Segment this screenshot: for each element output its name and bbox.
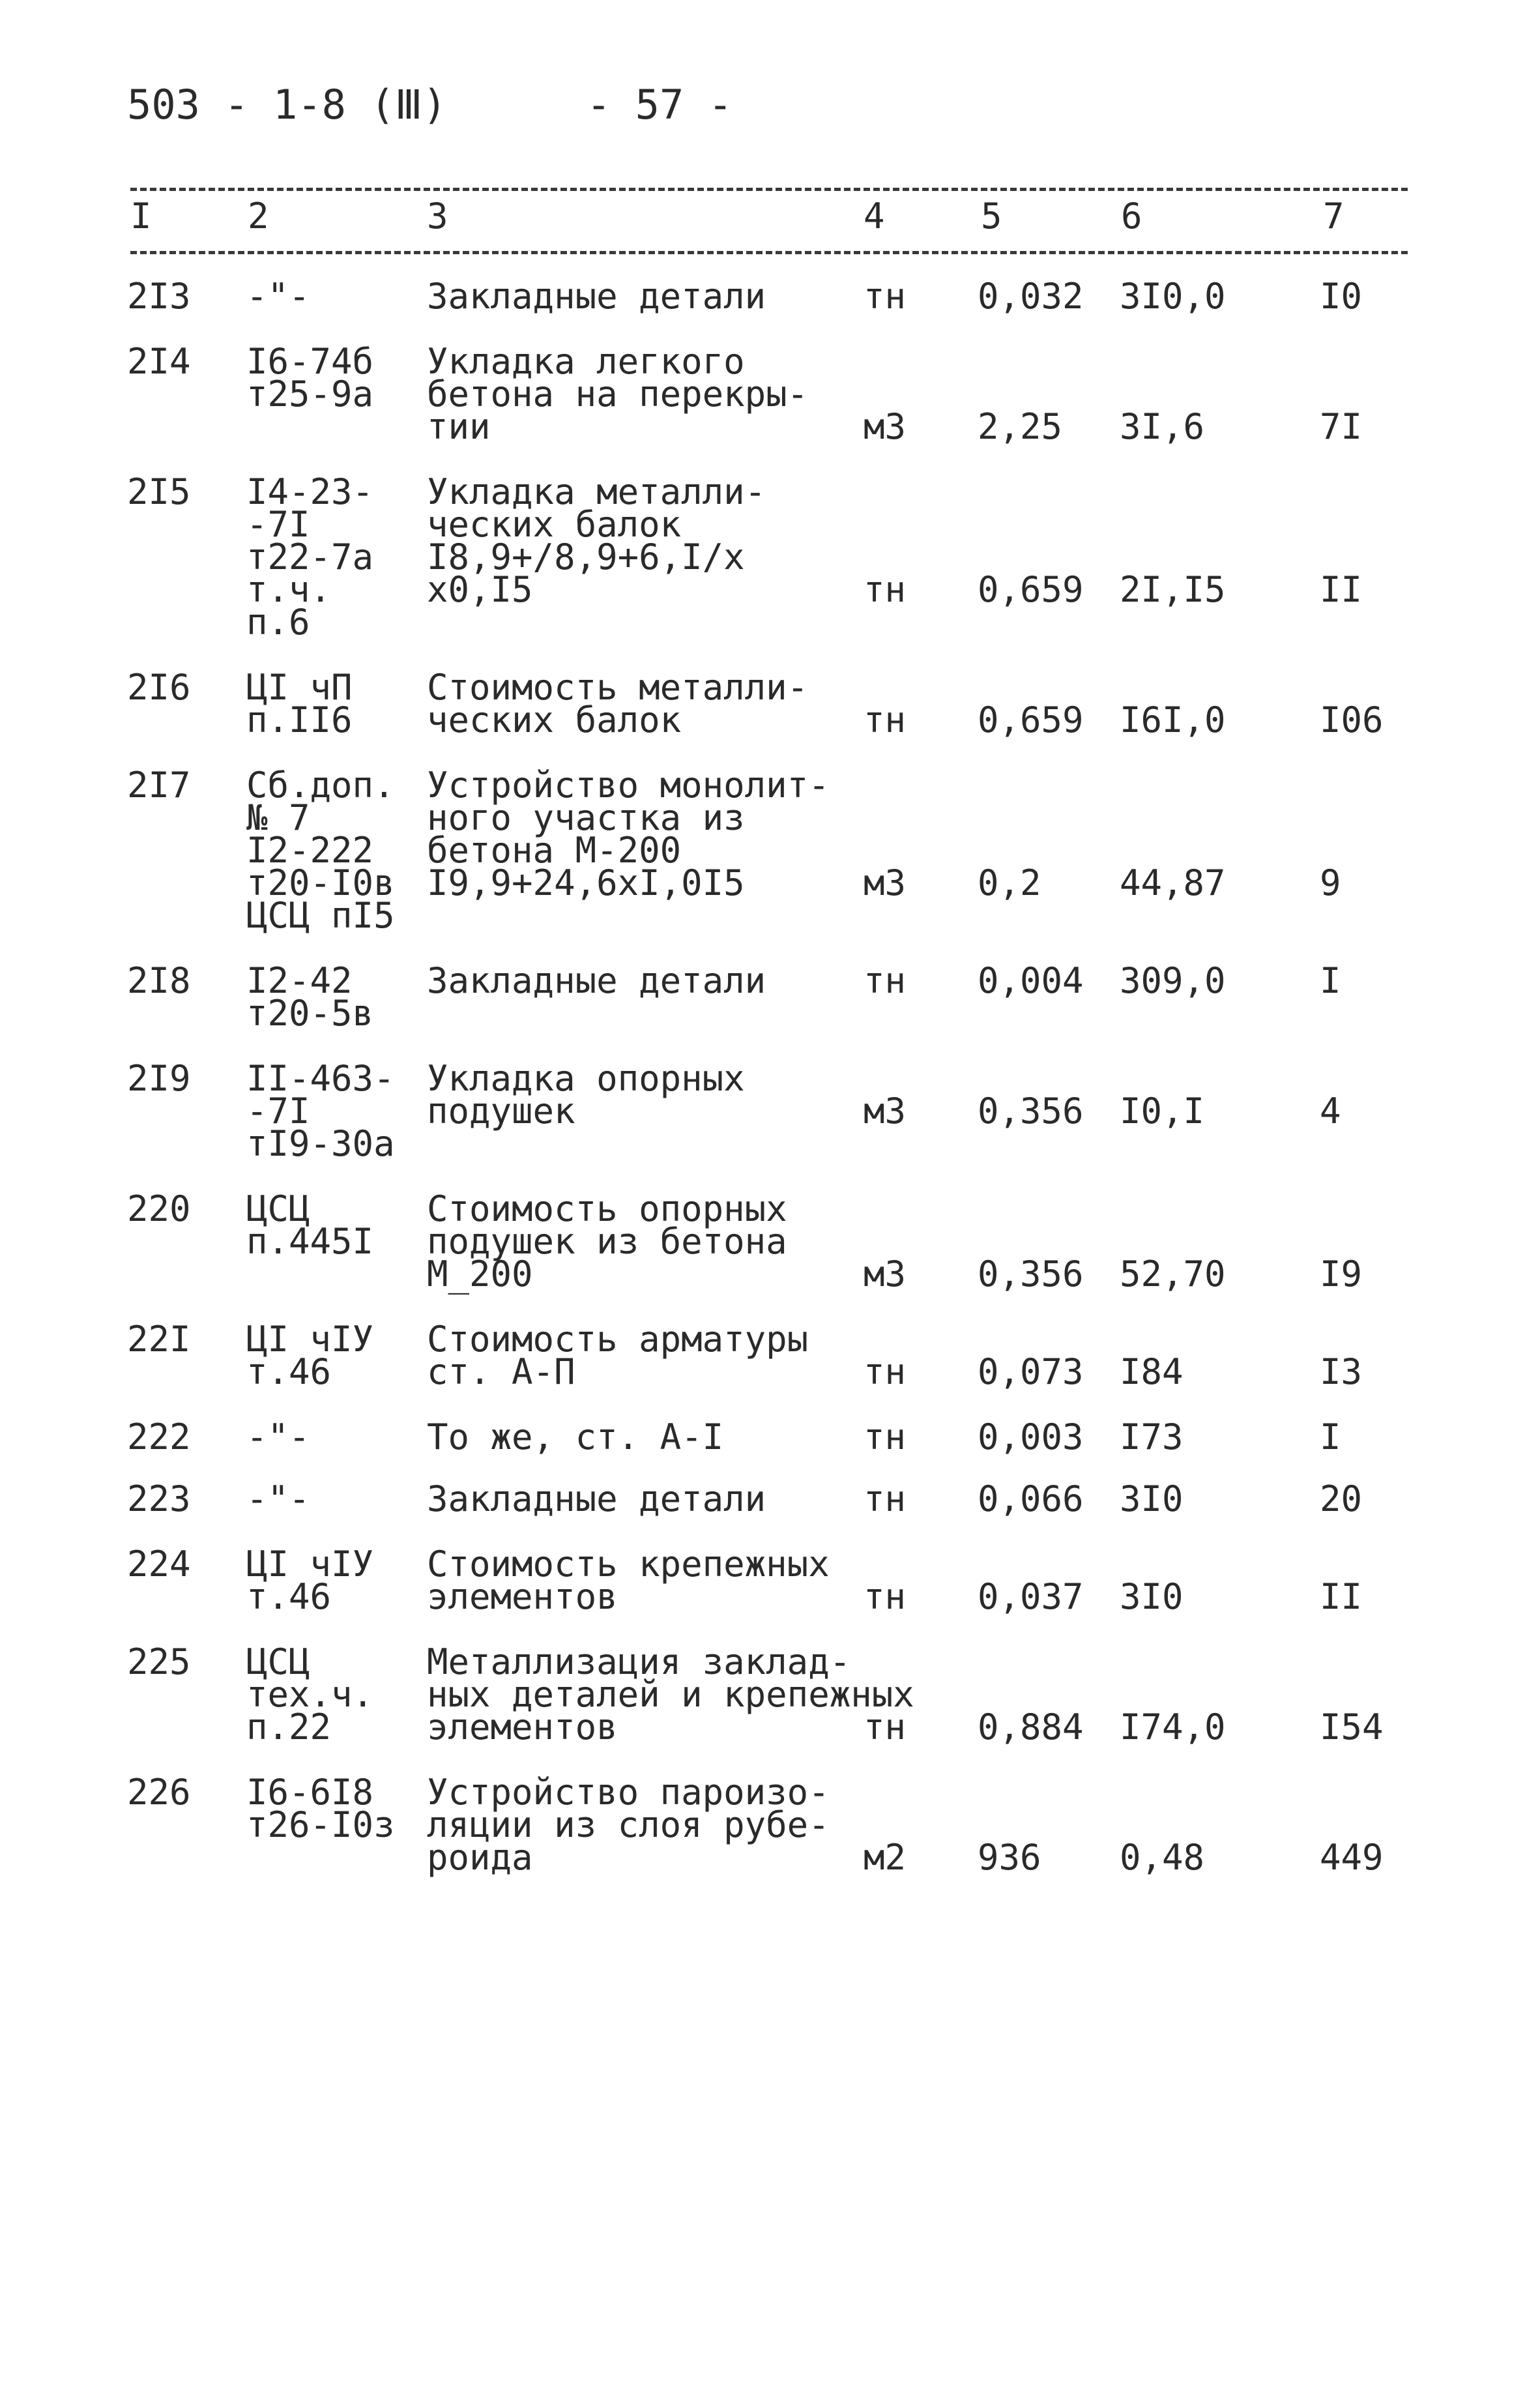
- row-number: 226: [127, 1772, 191, 1813]
- row-number: 2I3: [127, 276, 191, 317]
- row-unit-price: 52,70: [1120, 1253, 1226, 1295]
- row-quantity: 0,003: [978, 1416, 1084, 1457]
- row-total: I06: [1320, 699, 1384, 740]
- document-code: 503 - 1-8 (Ⅲ): [127, 81, 447, 128]
- row-quantity: 2,25: [978, 406, 1063, 447]
- column-header-1: I: [130, 196, 152, 237]
- row-reference: ЦСЦ тех.ч. п.22: [246, 1641, 374, 1748]
- row-total: I0: [1320, 276, 1363, 317]
- row-unit-price: I0,I: [1120, 1091, 1205, 1132]
- row-number: 22I: [127, 1319, 191, 1360]
- row-unit-price: I74,0: [1120, 1706, 1226, 1748]
- row-number: 2I7: [127, 765, 191, 806]
- row-work-name: Стоимость металли- ческих балок: [427, 667, 809, 740]
- column-header-6: 6: [1121, 196, 1142, 237]
- row-total: I: [1320, 1416, 1341, 1457]
- row-reference: I6-74б т25-9а: [246, 341, 374, 415]
- row-total: II: [1320, 1576, 1363, 1617]
- row-unit: тн: [864, 1706, 907, 1748]
- row-reference: Сб.доп. № 7 I2-222 т20-I0в ЦСЦ пI5: [246, 765, 395, 936]
- table-top-divider: [130, 188, 1408, 191]
- row-unit: тн: [864, 276, 907, 317]
- row-unit-price: I73: [1120, 1416, 1184, 1457]
- row-unit: тн: [864, 569, 907, 610]
- row-work-name: Закладные детали: [427, 1478, 766, 1519]
- row-reference: -"-: [246, 276, 310, 317]
- row-work-name: Укладка легкого бетона на перекры- тии: [427, 341, 809, 447]
- column-header-3: 3: [427, 196, 448, 237]
- row-quantity: 0,659: [978, 699, 1084, 740]
- row-unit: м3: [864, 862, 907, 903]
- row-number: 222: [127, 1416, 191, 1457]
- row-unit-price: 3I0: [1120, 1576, 1184, 1617]
- row-number: 225: [127, 1641, 191, 1682]
- row-unit-price: 2I,I5: [1120, 569, 1226, 610]
- row-unit: тн: [864, 1576, 907, 1617]
- row-number: 2I9: [127, 1058, 191, 1099]
- row-unit-price: 0,48: [1120, 1837, 1205, 1878]
- column-header-2: 2: [248, 196, 269, 237]
- row-unit-price: 3I0: [1120, 1478, 1184, 1519]
- table-header-divider: [130, 251, 1408, 254]
- row-reference: I2-42 т20-5в: [246, 960, 374, 1034]
- row-reference: ЦI чП п.II6: [246, 667, 353, 740]
- row-unit: тн: [864, 960, 907, 1001]
- row-total: I: [1320, 960, 1341, 1001]
- row-work-name: Закладные детали: [427, 960, 766, 1001]
- row-total: I54: [1320, 1706, 1384, 1748]
- row-total: II: [1320, 569, 1363, 610]
- row-work-name: Укладка опорных подушек: [427, 1058, 745, 1132]
- row-work-name: То же, ст. А-I: [427, 1416, 724, 1457]
- row-unit: м2: [864, 1837, 907, 1878]
- row-total: 449: [1320, 1837, 1384, 1878]
- row-total: 7I: [1320, 406, 1363, 447]
- row-work-name: Закладные детали: [427, 276, 766, 317]
- row-reference: ЦI чIУ т.46: [246, 1319, 374, 1392]
- row-unit: тн: [864, 1351, 907, 1392]
- row-number: 2I4: [127, 341, 191, 382]
- row-quantity: 0,884: [978, 1706, 1084, 1748]
- row-unit-price: I6I,0: [1120, 699, 1226, 740]
- row-unit-price: 3I,6: [1120, 406, 1205, 447]
- row-work-name: Стоимость крепежных элементов: [427, 1544, 830, 1617]
- row-reference: II-463- -7I тI9-30а: [246, 1058, 395, 1164]
- row-quantity: 936: [978, 1837, 1041, 1878]
- row-work-name: Стоимость опорных подушек из бетона М_200: [427, 1188, 787, 1295]
- row-number: 223: [127, 1478, 191, 1519]
- row-total: 20: [1320, 1478, 1363, 1519]
- row-quantity: 0,032: [978, 276, 1084, 317]
- row-number: 224: [127, 1544, 191, 1585]
- row-total: 9: [1320, 862, 1341, 903]
- row-unit: м3: [864, 406, 907, 447]
- row-reference: ЦI чIУ т.46: [246, 1544, 374, 1617]
- row-unit: тн: [864, 699, 907, 740]
- row-unit: м3: [864, 1253, 907, 1295]
- row-quantity: 0,037: [978, 1576, 1084, 1617]
- row-quantity: 0,066: [978, 1478, 1084, 1519]
- row-reference: I6-6I8 т26-I0з: [246, 1772, 395, 1845]
- row-reference: I4-23- -7I т22-7а т.ч. п.6: [246, 471, 374, 643]
- column-header-7: 7: [1323, 196, 1344, 237]
- row-quantity: 0,659: [978, 569, 1084, 610]
- row-number: 2I8: [127, 960, 191, 1001]
- row-reference: -"-: [246, 1416, 310, 1457]
- row-quantity: 0,073: [978, 1351, 1084, 1392]
- row-number: 2I6: [127, 667, 191, 708]
- row-quantity: 0,356: [978, 1253, 1084, 1295]
- row-quantity: 0,004: [978, 960, 1084, 1001]
- row-quantity: 0,356: [978, 1091, 1084, 1132]
- row-total: 4: [1320, 1091, 1341, 1132]
- row-quantity: 0,2: [978, 862, 1041, 903]
- row-work-name: Укладка металли- ческих балок I8,9+/8,9+6,I/х х0,I5: [427, 471, 766, 610]
- column-header-4: 4: [864, 196, 885, 237]
- page-number: - 57 -: [587, 81, 733, 128]
- row-work-name: Устройство пароизо- ляции из слоя рубе- роида: [427, 1772, 830, 1878]
- row-reference: -"-: [246, 1478, 310, 1519]
- row-reference: ЦСЦ п.445I: [246, 1188, 374, 1262]
- row-work-name: Стоимость арматуры ст. А-П: [427, 1319, 809, 1392]
- row-unit-price: 309,0: [1120, 960, 1226, 1001]
- row-unit: тн: [864, 1478, 907, 1519]
- row-unit-price: 44,87: [1120, 862, 1226, 903]
- row-number: 220: [127, 1188, 191, 1229]
- row-work-name: Металлизация заклад- ных деталей и крепежных элементов: [427, 1641, 914, 1748]
- row-unit: м3: [864, 1091, 907, 1132]
- row-total: I9: [1320, 1253, 1363, 1295]
- row-unit-price: 3I0,0: [1120, 276, 1226, 317]
- row-work-name: Устройство монолит- ного участка из бетона М-200 I9,9+24,6хI,0I5: [427, 765, 830, 903]
- row-total: I3: [1320, 1351, 1363, 1392]
- column-header-5: 5: [981, 196, 1002, 237]
- row-unit-price: I84: [1120, 1351, 1184, 1392]
- row-number: 2I5: [127, 471, 191, 512]
- row-unit: тн: [864, 1416, 907, 1457]
